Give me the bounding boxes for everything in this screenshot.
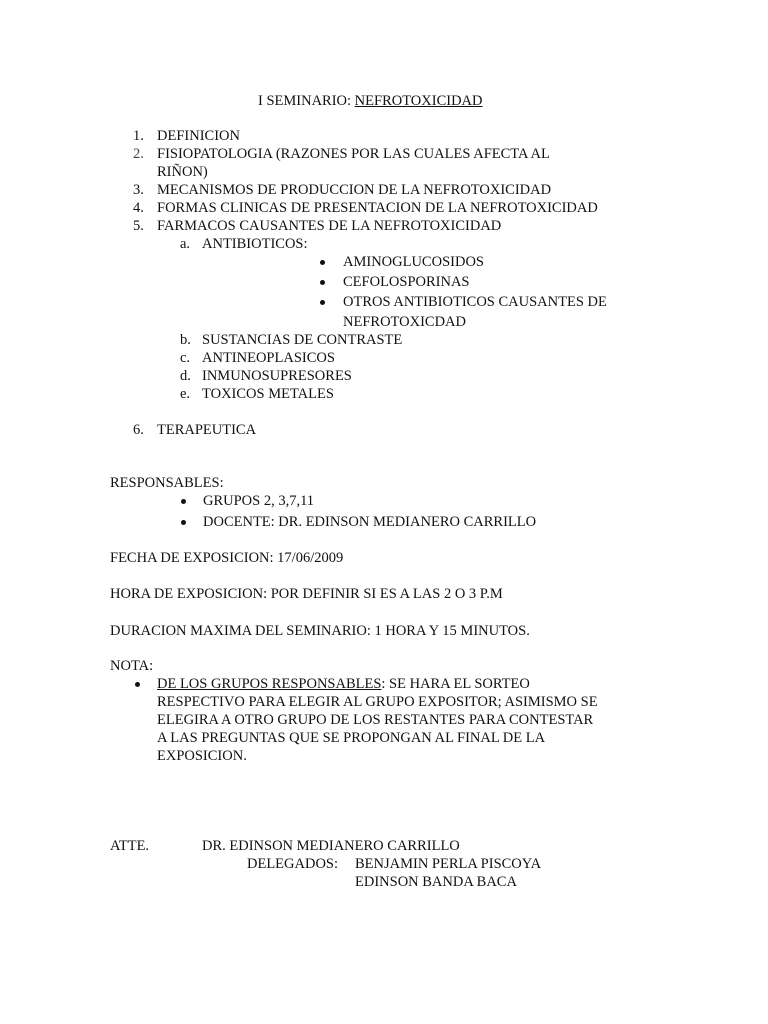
nota-line-1 <box>157 675 530 693</box>
responsables-grupos: GRUPOS 2, 3,7,11 <box>203 493 315 509</box>
document-title <box>258 92 483 110</box>
bullet-item-aminoglucosidos: AMINOGLUCOSIDOS <box>343 254 484 270</box>
title-prefix: I SEMINARIO: <box>258 93 352 109</box>
title-topic: NEFROTOXICIDAD <box>354 93 483 109</box>
sub-letter-e: e. <box>180 386 191 402</box>
outline-item-terapeutica: TERAPEUTICA <box>157 422 257 438</box>
outline-item-formas-clinicas: FORMAS CLINICAS DE PRESENTACION DE LA NEFROTOXICIDAD <box>157 200 598 216</box>
nota-line-1-rest: : SE HARA EL SORTEO <box>381 676 530 692</box>
sub-letter-b: b. <box>180 332 191 348</box>
bullet-icon <box>181 520 186 525</box>
responsables-heading: RESPONSABLES: <box>110 475 224 491</box>
bullet-icon <box>320 300 325 305</box>
nota-line-3: ELEGIRA A OTRO GRUPO DE LOS RESTANTES PARA CONTESTAR <box>157 712 594 728</box>
outline-number-1: 1. <box>133 128 144 144</box>
sub-letter-d: d. <box>180 368 191 384</box>
sub-item-antineoplasicos: ANTINEOPLASICOS <box>202 350 335 366</box>
nota-line-2: RESPECTIVO PARA ELEGIR AL GRUPO EXPOSITOR; ASIMISMO SE <box>157 694 598 710</box>
fecha-exposicion: FECHA DE EXPOSICION: 17/06/2009 <box>110 550 344 566</box>
bullet-icon <box>135 682 140 687</box>
outline-number-3: 3. <box>133 182 144 198</box>
bullet-icon <box>320 280 325 285</box>
outline-number-6: 6. <box>133 422 144 438</box>
duracion-seminario: DURACION MAXIMA DEL SEMINARIO: 1 HORA Y 15 MINUTOS. <box>110 623 530 639</box>
outline-number-4: 4. <box>133 200 144 216</box>
hora-exposicion: HORA DE EXPOSICION: POR DEFINIR SI ES A LAS 2 O 3 P.M <box>110 586 503 602</box>
outline-item-fisiopatologia: FISIOPATOLOGIA (RAZONES POR LAS CUALES AFECTA AL <box>157 146 550 162</box>
signature-docente: DR. EDINSON MEDIANERO CARRILLO <box>202 838 460 854</box>
bullet-icon <box>181 499 186 504</box>
sub-item-toxicos-metales: TOXICOS METALES <box>202 386 334 402</box>
sub-item-inmunosupresores: INMUNOSUPRESORES <box>202 368 352 384</box>
nota-lead: DE LOS GRUPOS RESPONSABLES <box>157 676 382 692</box>
outline-number-2: 2. <box>133 146 144 162</box>
signature-delegado-2: EDINSON BANDA BACA <box>355 874 517 890</box>
nota-line-5: EXPOSICION. <box>157 748 247 764</box>
responsables-docente: DOCENTE: DR. EDINSON MEDIANERO CARRILLO <box>203 514 537 530</box>
bullet-item-cefolosporinas: CEFOLOSPORINAS <box>343 274 470 290</box>
signature-atte: ATTE. <box>110 838 150 854</box>
sub-item-antibioticos: ANTIBIOTICOS: <box>202 236 308 252</box>
signature-delegados-label: DELEGADOS: <box>247 856 339 872</box>
outline-item-mecanismos: MECANISMOS DE PRODUCCION DE LA NEFROTOXICIDAD <box>157 182 552 198</box>
sub-letter-c: c. <box>180 350 191 366</box>
outline-item-definicion: DEFINICION <box>157 128 240 144</box>
outline-item-fisiopatologia-cont: RIÑON) <box>157 164 208 180</box>
nota-heading: NOTA: <box>110 658 154 674</box>
outline-number-5: 5. <box>133 218 144 234</box>
bullet-item-otros-antibioticos: OTROS ANTIBIOTICOS CAUSANTES DE <box>343 294 607 310</box>
nota-line-4: A LAS PREGUNTAS QUE SE PROPONGAN AL FINAL DE LA <box>157 730 546 746</box>
outline-item-farmacos: FARMACOS CAUSANTES DE LA NEFROTOXICIDAD <box>157 218 502 234</box>
sub-item-sustancias-contraste: SUSTANCIAS DE CONTRASTE <box>202 332 403 348</box>
bullet-icon <box>320 260 325 265</box>
signature-delegado-1: BENJAMIN PERLA PISCOYA <box>355 856 542 872</box>
sub-letter-a: a. <box>180 236 191 252</box>
bullet-item-otros-antibioticos-cont: NEFROTOXICDAD <box>343 314 466 330</box>
